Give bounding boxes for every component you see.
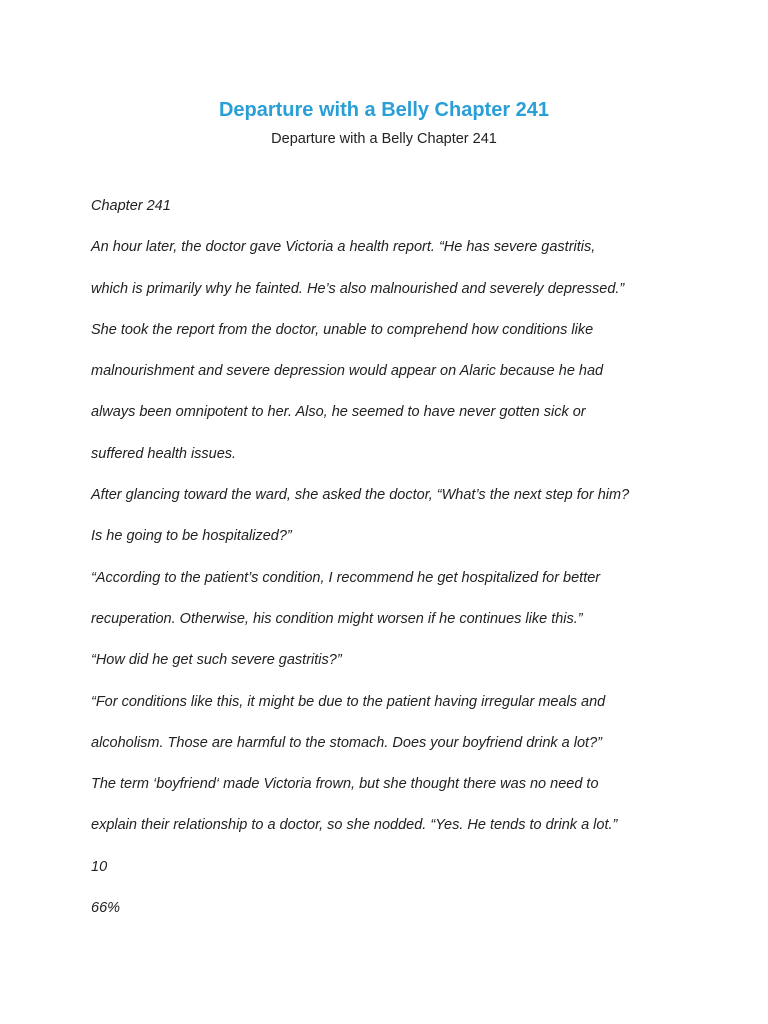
progress-percent: 66%	[91, 900, 121, 917]
text-line: which is primarily why he fainted. He’s also malnourished and severely depressed.”	[91, 280, 625, 297]
text-line: malnourishment and severe depression would appear on Alaric because he had	[91, 363, 604, 380]
page-subtitle: Departure with a Belly Chapter 241	[271, 131, 497, 147]
text-line: recuperation. Otherwise, his condition might worsen if he continues like this.”	[91, 610, 583, 627]
text-line: The term ‘boyfriend‘ made Victoria frown, but she thought there was no need to	[91, 776, 599, 793]
text-line: “For conditions like this, it might be due to the patient having irregular meals and	[91, 693, 606, 710]
text-line: An hour later, the doctor gave Victoria a health report. “He has severe gastritis,	[91, 239, 596, 256]
text-line: She took the report from the doctor, unable to comprehend how conditions like	[91, 321, 594, 338]
text-line: Chapter 241	[91, 198, 171, 214]
page-number: 10	[91, 858, 108, 875]
text-line: explain their relationship to a doctor, so she nodded. “Yes. He tends to drink a lot.”	[91, 817, 618, 834]
text-line: After glancing toward the ward, she asked the doctor, “What’s the next step for him?	[91, 487, 630, 504]
page-title: Departure with a Belly Chapter 241	[218, 99, 550, 121]
text-line: “How did he get such severe gastritis?”	[91, 652, 342, 669]
text-line: “According to the patient’s condition, I recommend he get hospitalized for better	[91, 569, 601, 586]
text-line: Is he going to be hospitalized?”	[91, 528, 292, 545]
body-text	[91, 194, 691, 937]
text-line: alcoholism. Those are harmful to the stomach. Does your boyfriend drink a lot?”	[91, 734, 602, 751]
text-line: always been omnipotent to her. Also, he seemed to have never gotten sick or	[91, 404, 586, 421]
text-line: suffered health issues.	[91, 445, 237, 462]
